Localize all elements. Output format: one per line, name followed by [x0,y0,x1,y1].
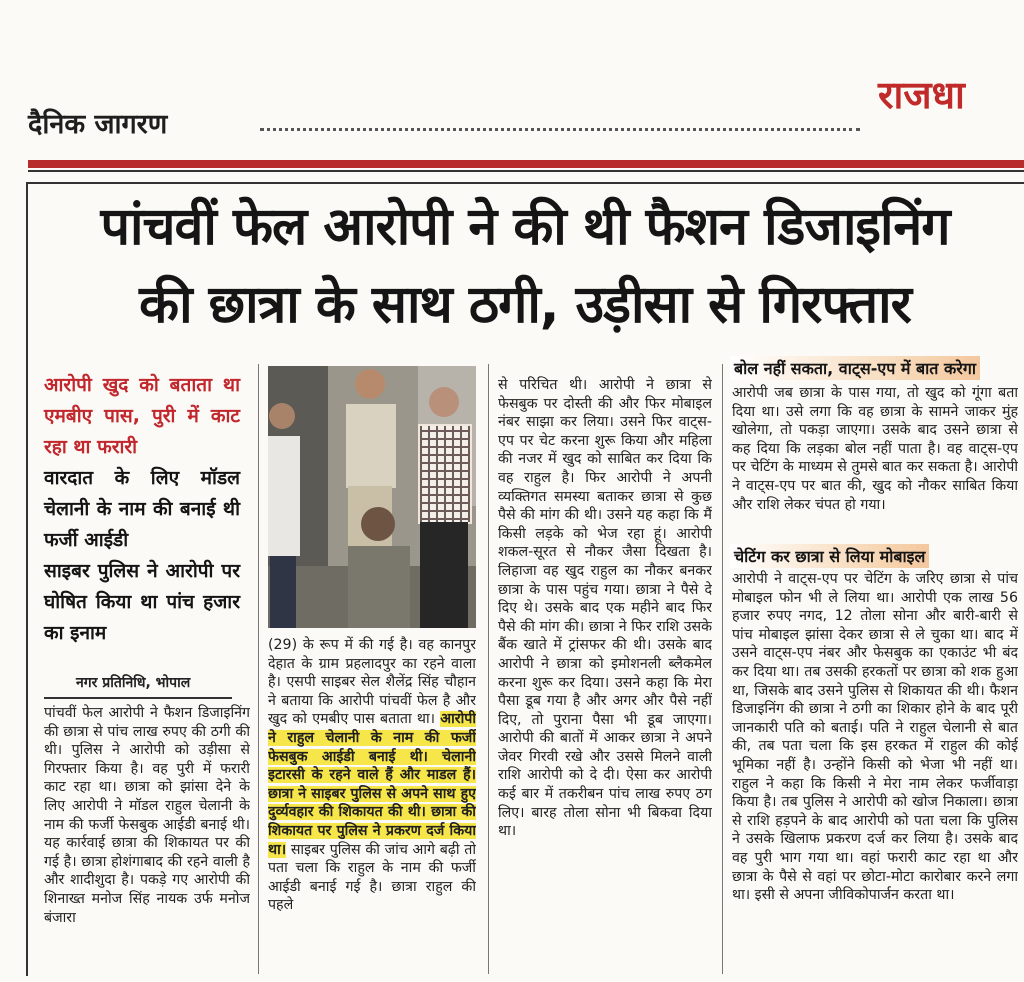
masthead-dotted-leader [260,128,860,131]
masthead [28,73,1024,160]
column-4-text-2: आरोपी ने वाट्स-एप पर चेटिंग के जरिए छात्रा से पांच मोबाइल फोन भी ले लिया था। आरोपी एक लाख 56 हजार रुपए नगद, 12 तोला सोना और बारी-बारी से पांच मोबाइल झांसा देकर छात्रा से ले चुका था। बाद में उसने वाट्स-एप नंबर और फेसबुक का एकाउंट भी बंद कर दिया था। तब उसकी हरकतों पर छात्रा को शक हुआ था, जिसके बाद उसने पुलिस से शिकायत की थी। फैशन डिजाइनिंग की छात्रा ने ठगी का शिकार होने के बाद पूरी जानकारी पति को बताई। पति ने राहुल चेलानी से बात की, तब पता चला कि इस हरकत में राहुल की कोई भूमिका नहीं है। उन्होंने किसी को भेजा भी नहीं था। राहुल ने कहा कि किसी ने मेरा नाम लेकर फर्जीवाड़ा किया है। तब पुलिस ने आरोपी को खोज निकाला। छात्रा से राशि हड़पने के बाद आरोपी को पता चला कि पुलिस ने उसके खिलाफ प्रकरण दर्ज कर लिया है। उसके बाद वह पुरी भाग गया था। वहां फरारी काट रहा था और छात्रा के पैसे से वहां पर छोटा-मोटा कारोबार करने लगा था। इसी से अपना जीविकोपार्जन करता था। [732,571,1018,904]
deck-red: आरोपी खुद को बताता था एमबीए पास, पुरी में काट रहा था फरारी [44,374,240,458]
column-1-body [44,704,250,976]
deck-black-2: साइबर पुलिस ने आरोपी पर घोषित किया था पांच हजार का इनाम [44,560,240,644]
headline-line-1: पांचवीं फेल आरोपी ने की थी फैशन डिजाइनिंग [100,197,950,257]
byline: नगर प्रतिनिधि, भोपाल [76,675,191,691]
column-1-text: पांचवीं फेल आरोपी ने फैशन डिजाइनिंग की छात्रा से पांच लाख रुपए की ठगी की थी। पुलिस ने आरोपी को उड़ीसा से गिरफ्तार किया है। वह पुरी में फरारी काट रहा था। छात्रा को झांसा देने के लिए आरोपी ने मॉडल राहुल चेलानी के नाम की फर्जी फेसबुक आईडी बनाई थी। यह कार्रवाई छात्रा की शिकायत पर की गई है। छात्रा होशंगाबाद की रहने वाली है और शादीशुदा है। पकड़े गए आरोपी की शिनाख्त मनोज सिंह नायक उर्फ मनोज बंजारा [44,705,250,926]
column-3-body [498,376,712,974]
subhead-2: चेटिंग कर छात्रा से लिया मोबाइल [730,544,929,568]
column-3-text: से परिचित थी। आरोपी ने छात्रा से फेसबुक पर दोस्ती की और फिर मोबाइल नंबर साझा कर लिया। उसने फिर वाट्स-एप पर चेट करना शुरू किया और महिला की नजर में खुद को साबित कर दिया कि वह राहुल है। फिर आरोपी ने अपनी व्यक्तिगत समस्या बताकर छात्रा से कुछ पैसे की मांग की थी। उसने यह कहा कि मैं किसी लड़के को भेज रहा हूं। आरोपी शकल-सूरत से नौकर जैसा दिखता है। लिहाजा वह खुद राहुल का नौकर बनकर छात्रा के पास पहुंच गया। छात्रा ने पैसे दे दिए थे। उसके बाद एक महीने बाद फिर पैसे की मांग की। छात्रा ने फिर राशि उसके बैंक खाते में ट्रांसफर की थी। उसके बाद आरोपी ने छात्रा को इमोशनली ब्लैकमेल करना शुरू कर दिया। उसने कहा कि मेरा पैसा डूब गया है और अगर और पैसे नहीं दिए, तो पुराना पैसा भी डूब जाएगा। आरोपी की बातों में आकर छात्रा ने अपने जेवर गिरवी रखे और उससे मिलने वाली राशि आरोपी को दे दी। ऐसा कर आरोपी कई बार में तकरीबन पांच लाख रुपए ठग लिए। बारह तोला सोना भी बिकवा दिया था। [498,377,712,840]
newspaper-name: दैनिक जागरण [28,109,168,140]
masthead-red-rule [28,160,1024,168]
column-rule [258,364,259,974]
highlighted-passage: आरोपी ने राहुल चेलानी के नाम की फर्जी फेसबुक आईडी बनाई थी। चेलानी इटारसी के रहने वाले हैं और माडल हैं। छात्रा ने साइबर पुलिस से अपने साथ हुए दुर्व्यवहार की शिकायत की थी। छात्रा की शिकायत पर पुलिस ने प्रकरण दर्ज किया था। [268,711,476,858]
subhead-1: बोल नहीं सकता, वाट्स-एप में बात करेगा [730,356,980,380]
column-4-part-1 [732,384,1018,534]
column-rule [722,364,723,974]
byline-rule [44,697,232,699]
decks [44,370,240,649]
column-2-body [268,636,476,974]
column-4-text-1: आरोपी जब छात्रा के पास गया, तो खुद को गूंगा बता दिया था। उसे लगा कि वह छात्रा के सामने जाकर मुंह खोलेगा, तो पकड़ा जाएगा। उसके बाद उसने छात्रा से कह दिया कि लड़का बोल नहीं पाता है। वह वाट्स-एप पर चेटिंग के माध्यम से तुमसे बात कर सकता है। आरोपी ने वाट्स-एप पर बात की, खुद को नौकर साबित किया और राशि लेकर चंपत हो गया। [732,385,1018,513]
column-2-text-1: (29) के रूप में की गई है। वह कानपुर देहात के ग्राम प्रहलादपुर का रहने वाला है। एसपी साइबर सेल शैलेंद्र सिंह चौहान ने बताया कि आरोपी पांचवीं फेल है और खुद को एमबीए पास बताता था। [268,637,476,728]
accused-photo [268,366,476,628]
column-rule [488,364,489,974]
column-4-part-2 [732,570,1018,974]
headline-line-2: की छात्रा के साथ ठगी, उड़ीसा से गिरफ्तार [139,275,911,335]
police-group-photo [268,366,476,628]
masthead-black-rule [28,170,1024,172]
headline [40,188,1010,344]
column-2-text-3: साइबर पुलिस की जांच आगे बढ़ी तो पता चला कि राहुल के नाम की फर्जी आईडी बनाई गई है। छात्रा राहुल की पहले [268,841,476,914]
section-name: राजधा [878,73,965,117]
deck-black-1: वारदात के लिए मॉडल चेलानी के नाम की बनाई थी फर्जी आईडी [44,467,240,551]
